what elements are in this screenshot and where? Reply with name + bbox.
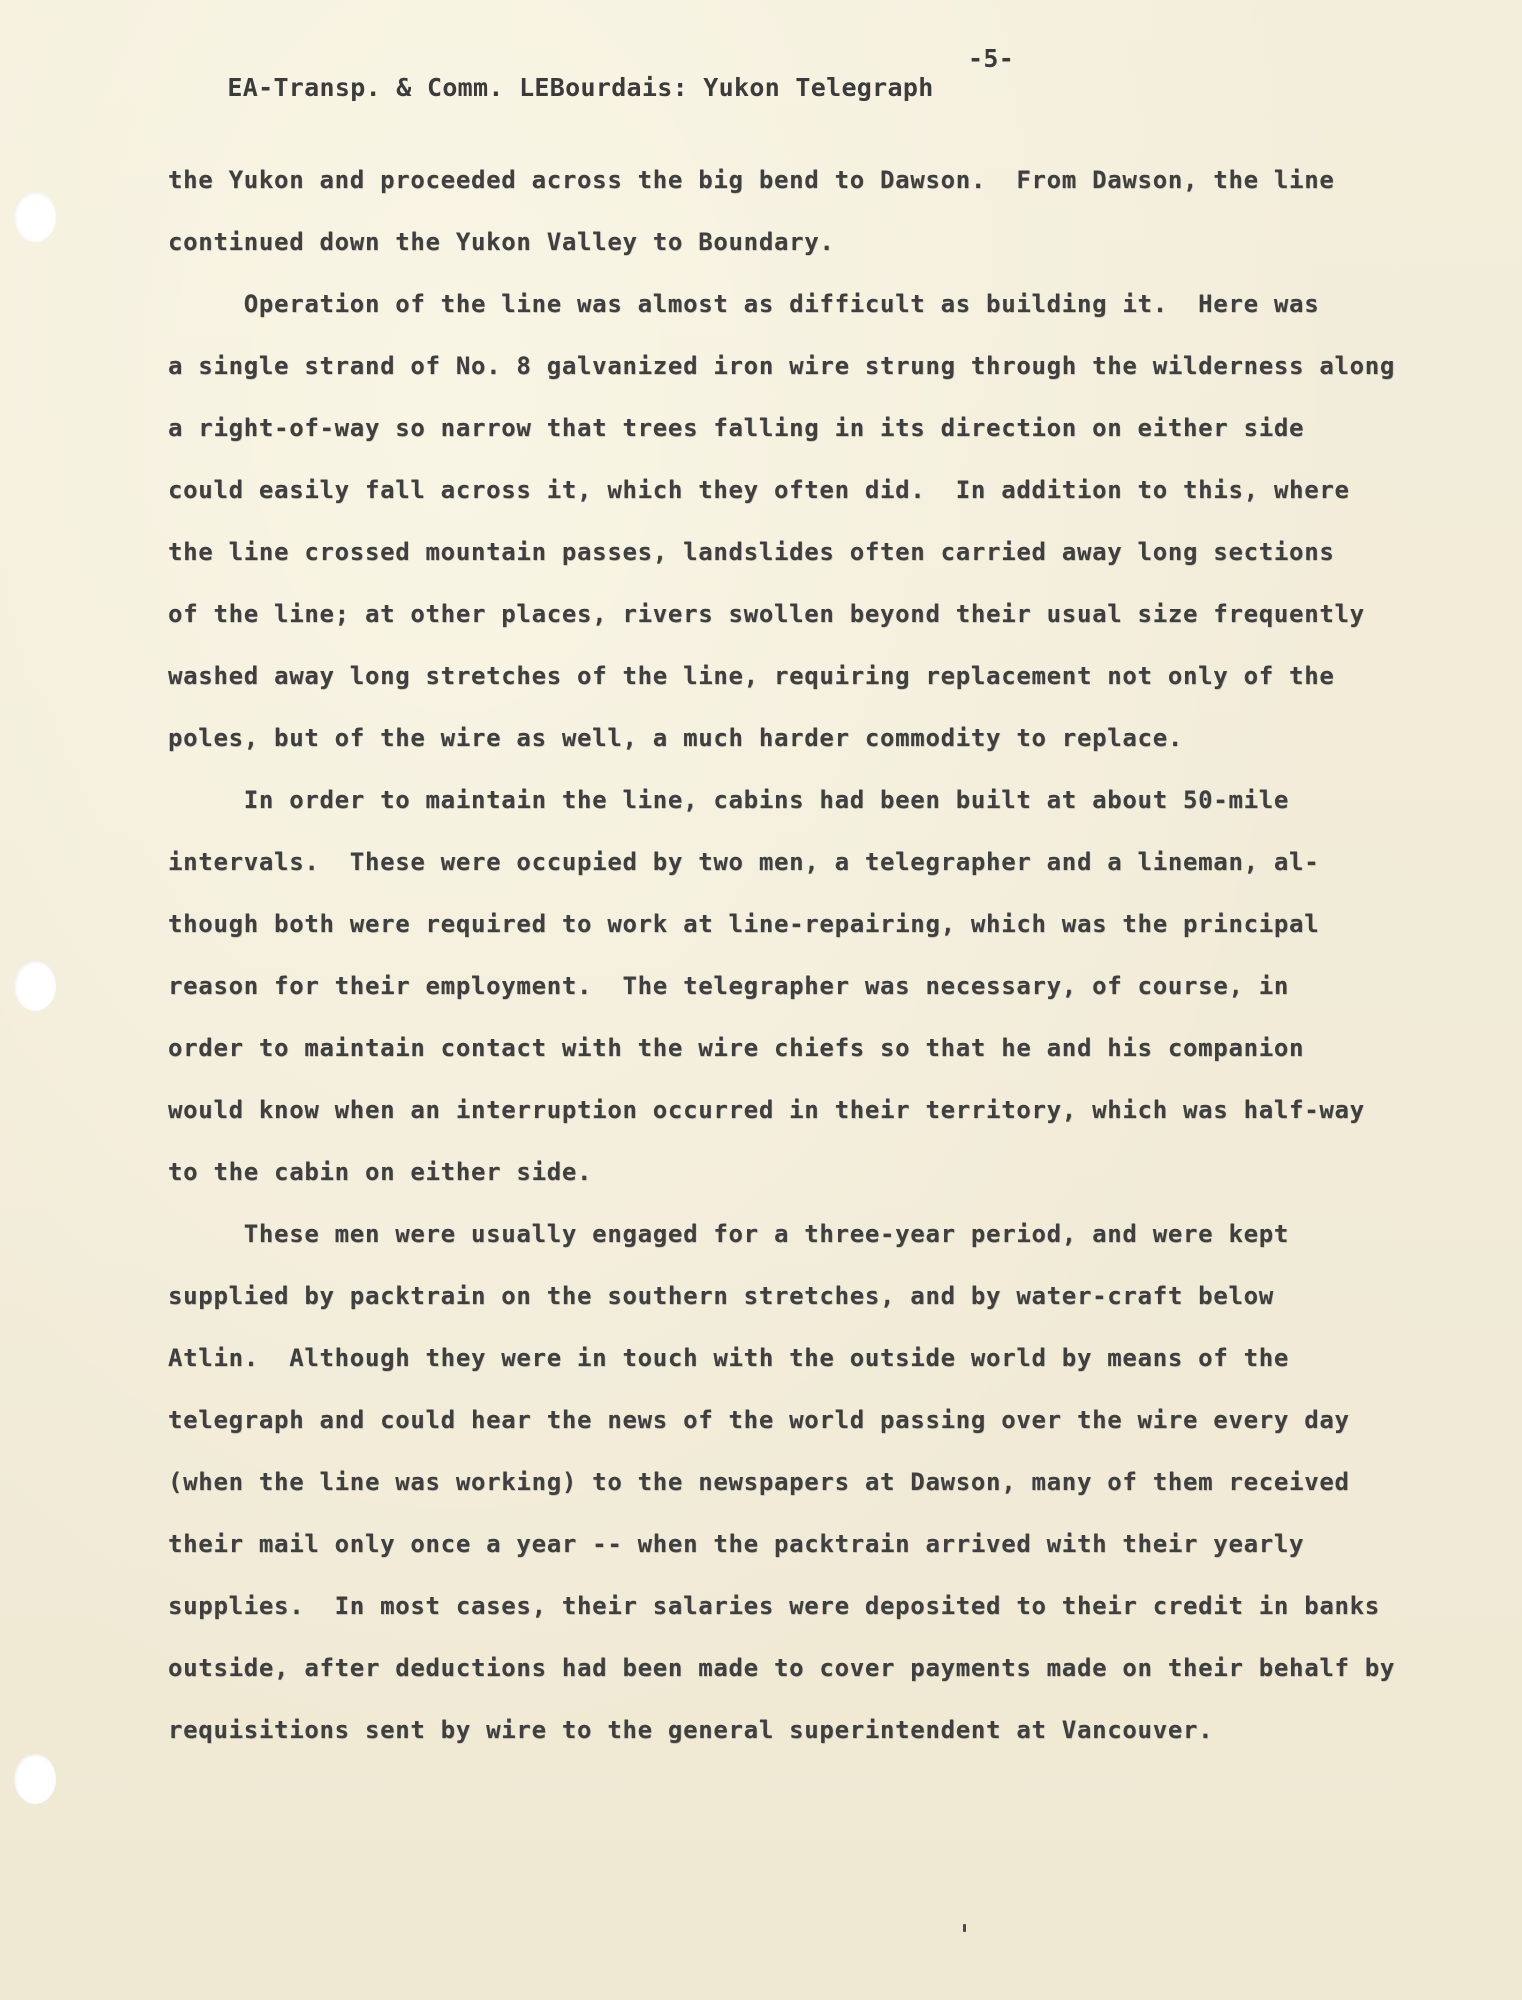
punch-hole-middle: [14, 961, 56, 1011]
text-line: though both were required to work at line-repairing, which was the principal: [168, 910, 1320, 938]
punch-hole-top: [14, 192, 56, 242]
stray-ink-mark: [963, 1924, 966, 1932]
text-line: their mail only once a year -- when the packtrain arrived with their yearly: [168, 1530, 1305, 1558]
text-line: a right-of-way so narrow that trees falling in its direction on either side: [168, 414, 1305, 442]
text-line: (when the line was working) to the newspapers at Dawson, many of them received: [168, 1468, 1350, 1496]
text-line: telegraph and could hear the news of the world passing over the wire every day: [168, 1406, 1350, 1434]
text-line: would know when an interruption occurred in their territory, which was half-way: [168, 1096, 1365, 1124]
page-number: -5-: [968, 44, 1015, 73]
text-line: poles, but of the wire as well, a much harder commodity to replace.: [168, 724, 1183, 752]
text-line: to the cabin on either side.: [168, 1158, 593, 1186]
text-line: These men were usually engaged for a three-year period, and were kept: [168, 1220, 1290, 1248]
text-line: Operation of the line was almost as difficult as building it. Here was: [168, 290, 1320, 318]
text-line: continued down the Yukon Valley to Boundary.: [168, 228, 835, 256]
text-line: order to maintain contact with the wire chiefs so that he and his companion: [168, 1034, 1305, 1062]
punch-hole-bottom: [14, 1754, 56, 1804]
text-line: requisitions sent by wire to the general superintendent at Vancouver.: [168, 1716, 1214, 1744]
text-line: intervals. These were occupied by two men, a telegrapher and a lineman, al-: [168, 848, 1320, 876]
text-line: Atlin. Although they were in touch with the outside world by means of the: [168, 1344, 1290, 1372]
text-line: In order to maintain the line, cabins had been built at about 50-mile: [168, 786, 1290, 814]
text-line: washed away long stretches of the line, requiring replacement not only of the: [168, 662, 1335, 690]
running-header: [166, 44, 1015, 160]
text-line: supplies. In most cases, their salaries were deposited to their credit in banks: [168, 1592, 1380, 1620]
text-line: could easily fall across it, which they often did. In addition to this, where: [168, 476, 1350, 504]
text-line: outside, after deductions had been made to cover payments made on their behalf by: [168, 1654, 1396, 1682]
text-line: the Yukon and proceeded across the big bend to Dawson. From Dawson, the line: [168, 166, 1335, 194]
header-title: EA-Transp. & Comm. LEBourdais: Yukon Telegraph: [227, 73, 934, 102]
text-line: supplied by packtrain on the southern stretches, and by water-craft below: [168, 1282, 1274, 1310]
text-line: of the line; at other places, rivers swollen beyond their usual size frequently: [168, 600, 1365, 628]
text-line: a single strand of No. 8 galvanized iron wire strung through the wilderness along: [168, 352, 1396, 380]
text-line: the line crossed mountain passes, landslides often carried away long sections: [168, 538, 1335, 566]
text-line: reason for their employment. The telegrapher was necessary, of course, in: [168, 972, 1290, 1000]
